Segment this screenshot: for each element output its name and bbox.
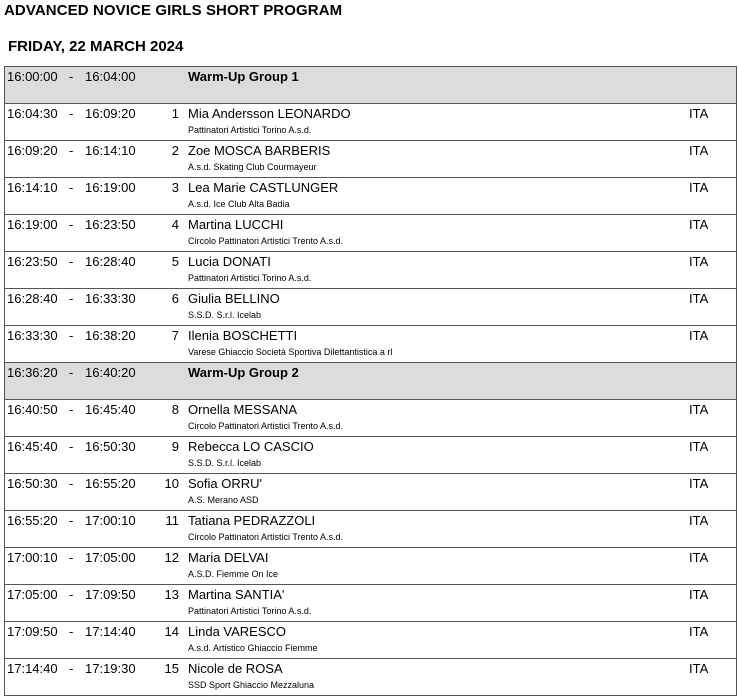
skater-row [5,141,736,178]
time-separator: - [69,365,74,380]
schedule-table [4,66,737,696]
end-time: 16:14:10 [85,143,136,158]
nation-code: ITA [689,550,709,565]
nation-code: ITA [689,217,709,232]
start-time: 16:19:00 [7,217,58,232]
end-time: 16:04:00 [85,69,136,84]
time-separator: - [69,328,74,343]
skater-row [5,585,736,622]
starting-number: 11 [165,513,179,528]
time-separator: - [69,513,74,528]
starting-number: 1 [171,106,179,121]
event-title: ADVANCED NOVICE GIRLS SHORT PROGRAM [4,2,343,19]
start-time: 16:23:50 [7,254,58,269]
skater-row [5,400,736,437]
start-time: 16:04:30 [7,106,58,121]
skater-name: Tatiana PEDRAZZOLI [188,513,316,528]
start-time: 16:14:10 [7,180,58,195]
skater-row [5,622,736,659]
end-time: 17:05:00 [85,550,136,565]
skater-name: Lea Marie CASTLUNGER [188,180,339,195]
start-time: 17:14:40 [7,661,58,676]
starting-number: 14 [164,624,179,639]
skater-name: Rebecca LO CASCIO [188,439,314,454]
club-name: SSD Sport Ghiaccio Mezzaluna [188,680,315,690]
skater-row [5,252,736,289]
end-time: 16:45:40 [85,402,136,417]
skater-row [5,548,736,585]
time-separator: - [69,439,74,454]
time-separator: - [69,143,74,158]
skater-name: Maria DELVAI [188,550,269,565]
time-separator: - [69,69,74,84]
skater-name: Linda VARESCO [188,624,287,639]
start-time: 16:33:30 [7,328,58,343]
warmup-row [5,67,736,104]
skater-row [5,511,736,548]
skater-name: Zoe MOSCA BARBERIS [188,143,331,158]
starting-number: 3 [171,180,179,195]
starting-number: 8 [171,402,179,417]
end-time: 16:19:00 [85,180,136,195]
club-name: Pattinatori Artistici Torino A.s.d. [188,606,312,616]
time-separator: - [69,550,74,565]
nation-code: ITA [689,624,709,639]
time-separator: - [69,217,74,232]
nation-code: ITA [689,587,709,602]
nation-code: ITA [689,328,709,343]
skater-name: Nicole de ROSA [188,661,283,676]
start-time: 16:45:40 [7,439,58,454]
club-name: A.s.d. Artistico Ghiaccio Fiemme [188,643,318,653]
skater-row [5,326,736,363]
time-separator: - [69,291,74,306]
start-time: 16:40:50 [7,402,58,417]
start-time: 16:50:30 [7,476,58,491]
warmup-group-label: Warm-Up Group 1 [188,69,299,84]
nation-code: ITA [689,291,709,306]
skater-name: Lucia DONATI [188,254,271,269]
club-name: Circolo Pattinatori Artistici Trento A.s.d. [188,236,344,246]
skater-row [5,437,736,474]
club-name: Circolo Pattinatori Artistici Trento A.s.d. [188,532,344,542]
start-time: 17:09:50 [7,624,58,639]
club-name: Pattinatori Artistici Torino A.s.d. [188,125,312,135]
club-name: Circolo Pattinatori Artistici Trento A.s.d. [188,421,344,431]
skater-name: Mia Andersson LEONARDO [188,106,351,121]
skater-name: Ilenia BOSCHETTI [188,328,298,343]
nation-code: ITA [689,661,709,676]
end-time: 16:09:20 [85,106,136,121]
end-time: 17:09:50 [85,587,136,602]
end-time: 16:55:20 [85,476,136,491]
skater-row [5,659,736,696]
time-separator: - [69,254,74,269]
skater-row [5,104,736,141]
nation-code: ITA [689,439,709,454]
skater-row [5,289,736,326]
starting-number: 12 [164,550,179,565]
end-time: 16:50:30 [85,439,136,454]
start-time: 16:36:20 [7,365,58,380]
time-separator: - [69,587,74,602]
time-separator: - [69,402,74,417]
end-time: 17:00:10 [85,513,136,528]
start-time: 16:55:20 [7,513,58,528]
nation-code: ITA [689,143,709,158]
starting-number: 13 [164,587,179,602]
skater-name: Sofia ORRU' [188,476,263,491]
start-time: 17:05:00 [7,587,58,602]
time-separator: - [69,476,74,491]
nation-code: ITA [689,476,709,491]
nation-code: ITA [689,254,709,269]
time-separator: - [69,106,74,121]
nation-code: ITA [689,180,709,195]
starting-number: 6 [171,291,179,306]
start-time: 16:09:20 [7,143,58,158]
starting-number: 4 [171,217,179,232]
skater-name: Martina LUCCHI [188,217,284,232]
starting-number: 10 [164,476,179,491]
club-name: A.S.D. Fiemme On Ice [188,569,279,579]
nation-code: ITA [689,402,709,417]
club-name: Varese Ghiaccio Società Sportiva Dilettantistica a rl [188,347,393,357]
nation-code: ITA [689,106,709,121]
time-separator: - [69,180,74,195]
skater-name: Giulia BELLINO [188,291,280,306]
starting-number: 2 [171,143,179,158]
club-name: S.S.D. S.r.l. Icelab [188,310,262,320]
end-time: 17:19:30 [85,661,136,676]
start-time: 16:00:00 [7,69,58,84]
end-time: 16:38:20 [85,328,136,343]
start-time: 16:28:40 [7,291,58,306]
starting-number: 7 [171,328,179,343]
club-name: A.S. Merano ASD [188,495,259,505]
end-time: 16:40:20 [85,365,136,380]
starting-number: 5 [171,254,179,269]
skater-row [5,474,736,511]
club-name: A.s.d. Skating Club Courmayeur [188,162,317,172]
start-time: 17:00:10 [7,550,58,565]
time-separator: - [69,661,74,676]
club-name: A.s.d. Ice Club Alta Badia [188,199,290,209]
skater-row [5,178,736,215]
club-name: Pattinatori Artistici Torino A.s.d. [188,273,312,283]
end-time: 16:23:50 [85,217,136,232]
warmup-row [5,363,736,400]
event-date: FRIDAY, 22 MARCH 2024 [8,38,184,55]
skater-name: Martina SANTIA' [188,587,285,602]
starting-number: 9 [171,439,179,454]
nation-code: ITA [689,513,709,528]
end-time: 17:14:40 [85,624,136,639]
starting-number: 15 [164,661,179,676]
club-name: S.S.D. S.r.l. Icelab [188,458,262,468]
end-time: 16:28:40 [85,254,136,269]
skater-row [5,215,736,252]
warmup-group-label: Warm-Up Group 2 [188,365,299,380]
end-time: 16:33:30 [85,291,136,306]
time-separator: - [69,624,74,639]
skater-name: Ornella MESSANA [188,402,298,417]
